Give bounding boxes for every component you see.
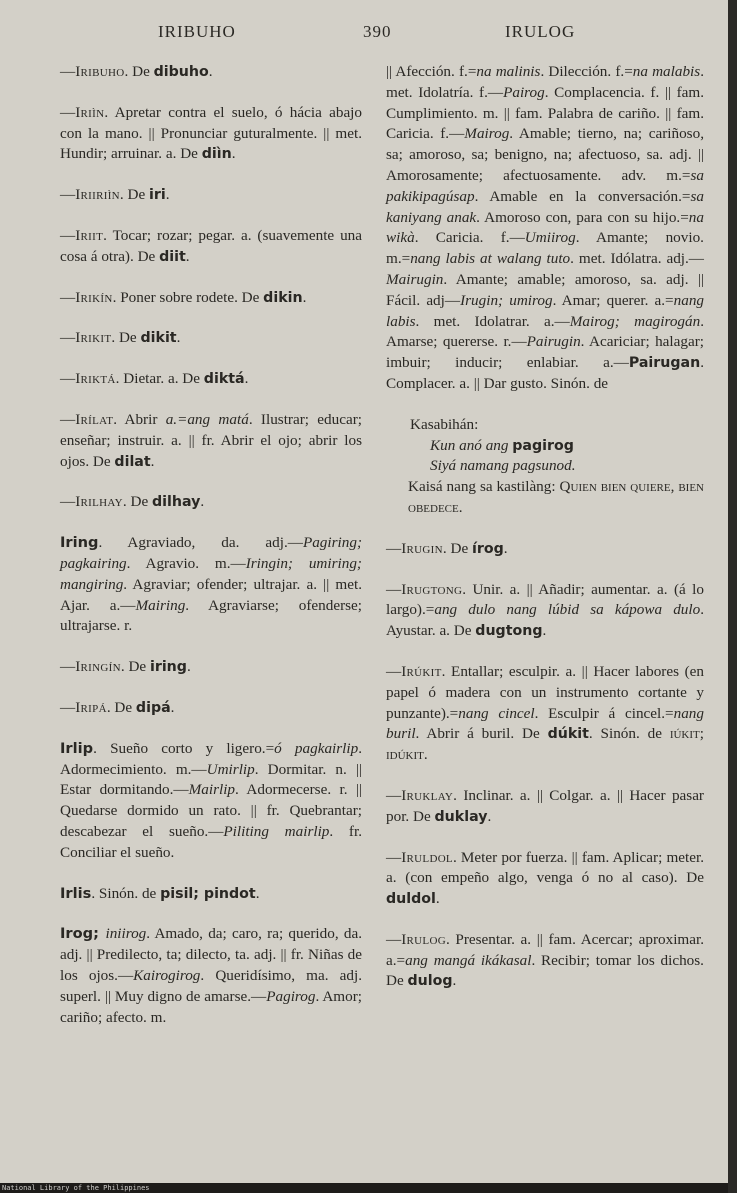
proverb-line-2: Siyá namang pagsunod. xyxy=(430,457,576,475)
book-spine-edge xyxy=(728,0,737,1193)
entry-irugtong: —Irugtong. Unir. a. || Añadir; aumentar. a. (á lo largo).=ang dulo nang lúbid sa kápowa dulo. Ayustar. a. De dugtong. xyxy=(386,580,704,640)
entry-irog-continued: || Afección. f.=na malinis. Dilección. f.=na malabis. met. Idolatría. f.—Pairog. Complacencia. f. || fam. Cumplimiento. m. || fam. Palabra de cariño. || fam. Caricia. f.—Mairog. Amable; tierno, na; cariñoso, sa; amoroso, sa; benigno, na; afectuoso, sa. adj. || Amorosamente; afectuosamente. adv. m.=sa pakikipagúsap. Amable en la conversación.=sa kaniyang anak. Amoroso con, para con su hijo.=na wikà. Caricia. f.—Umiirog. Amante; novio. m.=nang labis at walang tuto. met. Idólatra. adj.—Mairugin. Amante; amable; amoroso, sa. adj. || Fácil. adj—Irugin; umirog. Amar; querer. a.=nang labis. met. Idolatrar. a.—Mairog; magirogán. Amarse; quererse. r.—Pairugin. Acariciar; halagar; imbuir; inducir; enlabiar. a.—Pairugan. Complacer. a. || Dar gusto. Sinón. de xyxy=(386,63,705,392)
entry-iruklay: —Iruklay. Inclinar. a. || Colgar. a. || Hacer pasar por. De duklay. xyxy=(386,786,704,825)
entry-irikit: —Irikit. De dikit. xyxy=(60,329,181,347)
library-watermark: National Library of the Philippines xyxy=(2,1184,150,1192)
entry-irulog: —Irulog. Presentar. a. || fam. Acercar; aproximar. a.=ang mangá ikákasal. Recibir; tomar los dichos. De dulog. xyxy=(386,930,704,990)
entry-irikin: —Irikín. Poner sobre rodete. De dikin. xyxy=(60,288,307,306)
entry-irog: Irog; iniirog. Amado, da; caro, ra; querido, da. adj. || Predilecto, ta; dilecto, ta. adj. || fr. Niñas de los ojos.—Kairogirog. Queridísimo, ma. adj. superl. || Muy digno de amarse.—Pagirog. Amor; cariño; afecto. m. xyxy=(60,925,362,1026)
left-column xyxy=(60,62,362,1048)
entry-iripa: —Iripá. De dipá. xyxy=(60,698,175,716)
entry-irilat: —Irílat. Abrir a.=ang matá. Ilustrar; educar; enseñar; instruir. a. || fr. Abrir el ojo; abrir los ojos. De dilat. xyxy=(60,410,362,470)
entry-irlip: Irlip. Sueño corto y ligero.=ó pagkairlip. Adormecimiento. m.—Umirlip. Dormitar. n. || Estar dormitando.—Mairlip. Adormecerse. r. || Quedarse dormido un rato. || fr. Quebrantar; descabezar el sueño.—Piliting mairlip. fr. Conciliar el sueño. xyxy=(60,739,363,861)
entry-iringin: —Iringín. De iring. xyxy=(60,658,191,676)
proverb-translation: Kaisá nang sa kastilàng: Quien bien quiere, bien obedece. xyxy=(408,478,705,516)
entry-iriin: —Iriìn. Apretar contra el suelo, ó hácia abajo con la mano. || Pronunciar guturalmente. || met. Hundir; arruinar. a. De diìn. xyxy=(60,103,362,163)
right-column xyxy=(386,62,704,1012)
proverb-line-1: Kun anó ang pagirog xyxy=(430,436,574,454)
entry-irikta: —Iriktá. Dietar. a. De diktá. xyxy=(60,370,249,388)
entry-iribuho: —Iribuho. De dibuho. xyxy=(60,63,213,80)
entry-irugin: —Irugin. De írog. xyxy=(386,539,508,557)
entry-irlis: Irlis. Sinón. de pisil; pindot. xyxy=(60,884,260,902)
page-number: 390 xyxy=(363,22,392,41)
entry-irukit: —Irúkit. Entallar; esculpir. a. || Hacer labores (en papel ó madera con un instrumento cortante y punzante).=nang cincel. Esculpir á cincel.=nang buril. Abrir á buril. De dúkit. Sinón. de iúkit; idúkit. xyxy=(386,662,704,764)
proverb-intro: Kasabihán: xyxy=(410,415,479,433)
proverb-block xyxy=(386,415,704,519)
header-left-word: IRIBUHO xyxy=(158,22,236,41)
entry-iriiriin: —Iriiriìn. De iri. xyxy=(60,186,170,204)
entry-irilhay: —Irilhay. De dilhay. xyxy=(60,493,205,511)
header-right-word: IRULOG xyxy=(505,22,576,41)
entry-iriit: —Iriit. Tocar; rozar; pegar. a. (suavemente una cosa á otra). De diit. xyxy=(60,226,362,265)
entry-iring: Iring. Agraviado, da. adj.—Pagiring; pagkairing. Agravio. m.—Iringin; umiring; mangiring. Agraviar; ofender; ultrajar. a. || met. Ajar. a.—Mairing. Agraviarse; ofenderse; ultrajarse. r. xyxy=(60,534,362,635)
entry-iruldol: —Iruldol. Meter por fuerza. || fam. Aplicar; meter. a. (con empeño algo, venga ó no al caso). De duldol. xyxy=(386,848,704,908)
running-head xyxy=(0,22,728,48)
